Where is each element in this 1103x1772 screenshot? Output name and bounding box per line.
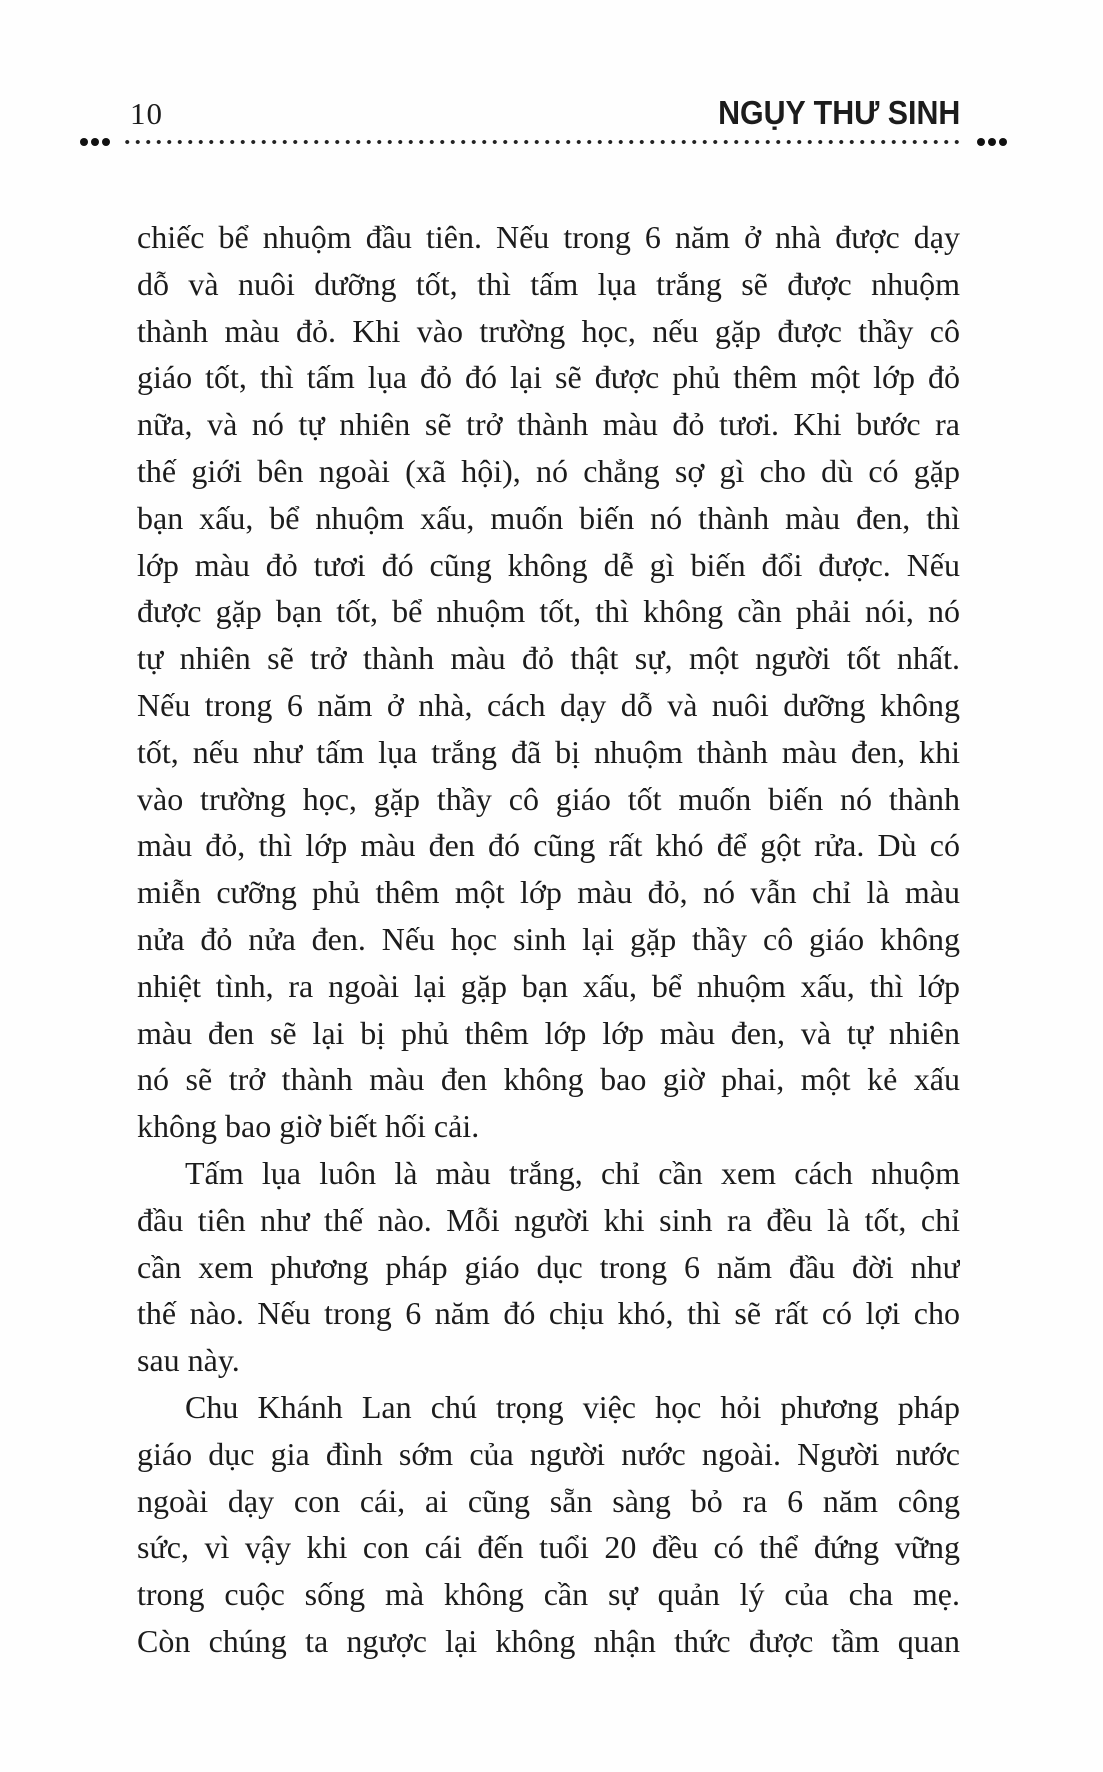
text-line: thành màu đỏ. Khi vào trường học, nếu gặp được thầy cô: [137, 312, 960, 349]
text-line: nữa, và nó tự nhiên sẽ trở thành màu đỏ tươi. Khi bước ra: [137, 406, 960, 443]
paragraph: [137, 1150, 960, 1384]
ornament-dots-left-icon: [80, 138, 110, 146]
dot-icon: [80, 138, 88, 146]
text-line: giáo dục gia đình sớm của người nước ngoài. Người nước: [137, 1435, 960, 1472]
text-line: Nếu trong 6 năm ở nhà, cách dạy dỗ và nuôi dưỡng không: [137, 686, 960, 723]
running-header: [130, 94, 960, 132]
running-title: NGỤY THƯ SINH: [717, 94, 960, 131]
text-line: miễn cưỡng phủ thêm một lớp màu đỏ, nó vẫn chỉ là màu: [137, 874, 960, 911]
text-line: ngoài dạy con cái, ai cũng sẵn sàng bỏ ra 6 năm công: [137, 1482, 960, 1519]
text-line: cần xem phương pháp giáo dục trong 6 năm đầu đời như: [137, 1248, 960, 1285]
dot-icon: [102, 138, 110, 146]
text-line: tự nhiên sẽ trở thành màu đỏ thật sự, một người tốt nhất.: [137, 640, 960, 677]
text-line: Còn chúng ta ngược lại không nhận thức được tầm quan: [137, 1622, 960, 1659]
dotted-separator: [80, 134, 1007, 150]
dotted-leader-line: [122, 134, 965, 150]
text-line: màu đen sẽ lại bị phủ thêm lớp lớp màu đen, và tự nhiên: [137, 1014, 960, 1051]
text-block: [137, 214, 960, 1665]
text-line: vào trường học, gặp thầy cô giáo tốt muốn biến nó thành: [137, 780, 960, 817]
paragraph: [137, 214, 960, 1150]
dot-icon: [977, 138, 985, 146]
text-line: lớp màu đỏ tươi đó cũng không dễ gì biến đổi được. Nếu: [137, 546, 960, 583]
text-line: chiếc bể nhuộm đầu tiên. Nếu trong 6 năm ở nhà được dạy: [137, 219, 960, 255]
dot-icon: [999, 138, 1007, 146]
text-line: nhiệt tình, ra ngoài lại gặp bạn xấu, bể nhuộm xấu, thì lớp: [137, 967, 960, 1004]
page-number: 10: [130, 96, 163, 131]
text-line: Chu Khánh Lan chú trọng việc học hỏi phương pháp: [185, 1388, 960, 1425]
dot-icon: [988, 138, 996, 146]
text-line: tốt, nếu như tấm lụa trắng đã bị nhuộm thành màu đen, khi: [137, 733, 960, 770]
text-line: sau này.: [137, 1342, 240, 1379]
text-line: nó sẽ trở thành màu đen không bao giờ phai, một kẻ xấu: [137, 1061, 960, 1098]
text-line: màu đỏ, thì lớp màu đen đó cũng rất khó để gột rửa. Dù có: [137, 827, 960, 864]
text-line: đầu tiên như thế nào. Mỗi người khi sinh ra đều là tốt, chỉ: [137, 1201, 960, 1238]
text-line: giáo tốt, thì tấm lụa đỏ đó lại sẽ được phủ thêm một lớp đỏ: [137, 359, 960, 396]
text-line: trong cuộc sống mà không cần sự quản lý của cha mẹ.: [137, 1576, 960, 1613]
dot-icon: [91, 138, 99, 146]
text-line: bạn xấu, bể nhuộm xấu, muốn biến nó thành màu đen, thì: [137, 499, 960, 536]
text-line: sức, vì vậy khi con cái đến tuổi 20 đều có thể đứng vững: [137, 1529, 960, 1566]
text-line: thế nào. Nếu trong 6 năm đó chịu khó, thì sẽ rất có lợi cho: [137, 1295, 960, 1332]
text-line: được gặp bạn tốt, bể nhuộm tốt, thì không cần phải nói, nó: [137, 593, 960, 630]
text-line: nửa đỏ nửa đen. Nếu học sinh lại gặp thầy cô giáo không: [137, 920, 960, 957]
text-line: dỗ và nuôi dưỡng tốt, thì tấm lụa trắng sẽ được nhuộm: [137, 265, 960, 302]
text-line: thế giới bên ngoài (xã hội), nó chẳng sợ gì cho dù có gặp: [137, 452, 960, 489]
text-line: không bao giờ biết hối cải.: [137, 1108, 480, 1145]
paragraph: [137, 1384, 960, 1665]
ornament-dots-right-icon: [977, 138, 1007, 146]
text-line: Tấm lụa luôn là màu trắng, chỉ cần xem cách nhuộm: [185, 1154, 960, 1191]
